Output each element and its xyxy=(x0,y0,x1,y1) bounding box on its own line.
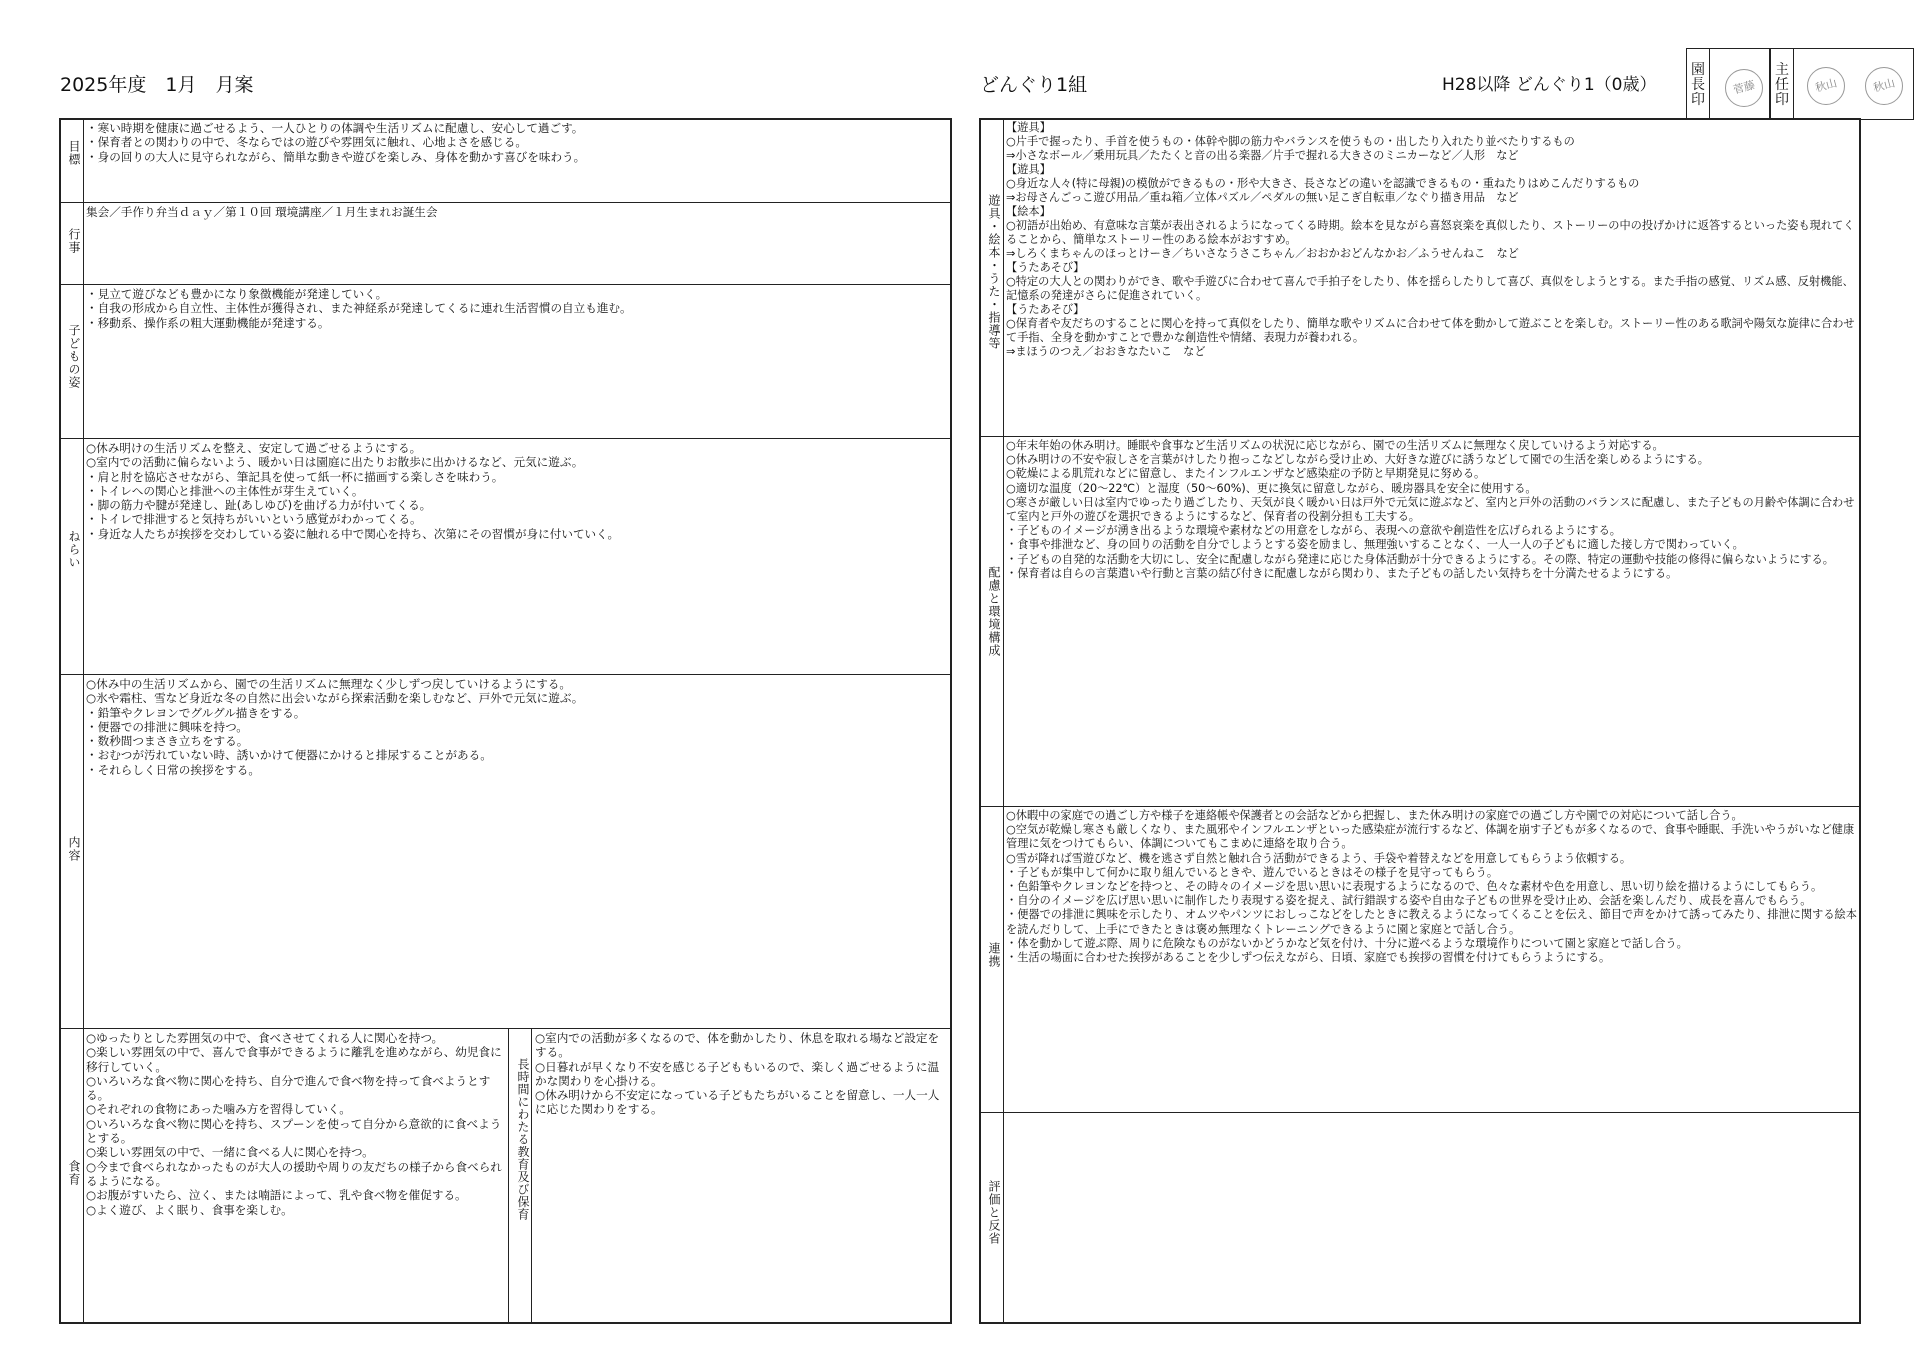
toys-line: ○身近な人々(特に母親)の模倣ができるもの・形や大きさ、長さなどの違いを認識できるもの・重ねたりはめこんだりするもの xyxy=(1006,177,1640,190)
cooperation-content xyxy=(1006,809,1857,965)
cooperation-line: ○雪が降れば雪遊びなど、機を逃さず自然と触れ合う活動ができるよう、手袋や着替えなどを用意してもらうよう依頼する。 xyxy=(1006,851,1632,865)
aims-line: ○室内での活動に偏らないよう、暖かい日は園庭に出たりお散歩に出かけるなど、元気に遊ぶ。 xyxy=(86,455,584,470)
toys-line: ⇒小さなボール／乗用玩具／たたくと音の出る楽器／片手で握れる大きさのミニカーなど／人形 など xyxy=(1006,149,1519,162)
toys-line: 【絵本】 xyxy=(1006,205,1051,218)
food-line: ○お腹がすいたら、泣く、または喃語によって、乳や食べ物を催促する。 xyxy=(86,1188,467,1203)
child-line: ・見立て遊びなども豊かになり象徴機能が発達していく。 xyxy=(86,287,388,301)
food-line: ○よく遊び、よく眠り、食事を楽しむ。 xyxy=(86,1202,293,1217)
cooperation-line: ・体を動かして遊ぶ際、周りに危険なものがないかどうかなど気を付け、十分に遊べるような環境作りについて園と家庭とで話し合う。 xyxy=(1006,936,1688,950)
toys-line: ○初語が出始め、有意味な言葉が表出されるようになってくる時期。絵本を見ながら喜怒哀楽を真似したり、ストーリーの中の投げかけに返答するといった姿も現れてくることから、簡単なストーリー性のある絵本がおすすめ。 xyxy=(1006,219,1855,246)
contents-line: ・鉛筆やクレヨンでグルグル描きをする。 xyxy=(86,705,306,720)
food-line: ○楽しい雰囲気の中で、一緒に食べる人に関心を持つ。 xyxy=(86,1145,374,1160)
chief-seal-stamp-1 xyxy=(1807,67,1845,105)
chief-seal-name-2: 秋山 xyxy=(1871,76,1897,95)
toys-line: ○片手で握ったり、手首を使うもの・体幹や脚の筋力やバランスを使うもの・出したり入れたり並べたりするもの xyxy=(1006,135,1575,148)
contents-line: ・数秒間つまさき立ちをする。 xyxy=(86,734,249,749)
contents-line: ○氷や霜柱、雪など身近な冬の自然に出会いながら探索活動を楽しむなど、戸外で元気に遊ぶ。 xyxy=(86,691,584,706)
contents-line: ○休み中の生活リズムから、園での生活リズムに無理なく少しずつ戻していけるようにする。 xyxy=(86,677,571,691)
contents-line: ・便器での排泄に興味を持つ。 xyxy=(86,719,248,734)
food-line: ○いろいろな食べ物に関心を持ち、スプーンを使って自分から意欲的に食べようとする。 xyxy=(86,1116,502,1146)
aims-label: ねらい xyxy=(67,530,81,569)
principal-seal-label: 園長印 xyxy=(1691,62,1705,108)
toys-content xyxy=(1006,121,1857,359)
goals-line: ・保育者との関わりの中で、冬ならではの遊びや雰囲気に触れ、心地よさを感じる。 xyxy=(86,135,527,150)
principal-seal-box xyxy=(1686,48,1770,120)
long-care-line: ○休み明けから不安定になっている子どもたちがいることを留意し、一人一人に応じた関わりをする。 xyxy=(535,1088,940,1117)
page-title: 2025年度 1月 月案 xyxy=(60,74,254,96)
food-line: ○いろいろな食べ物に関心を持ち、自分で進んで食べ物を持って食べようとする。 xyxy=(86,1073,491,1103)
cooperation-line: ・生活の場面に合わせた挨拶があることを少しずつ伝えながら、日頃、家庭でも挨拶の習慣を付けてもらうようにする。 xyxy=(1006,951,1611,965)
environment-line: ・保育者は自らの言葉遣いや行動と言葉の結び付きに配慮しながら関わり、また子どもの話したい気持ちを十分満たせるようにする。 xyxy=(1006,566,1678,580)
goals-label: 目標 xyxy=(67,140,81,166)
cooperation-line: ○休暇中の家庭での過ごし方や様子を連絡帳や保護者との会話などから把握し、また休み明けの家庭での過ごし方や園での対応について話し合う。 xyxy=(1006,809,1743,822)
environment-line: ○乾燥による肌荒れなどに留意し、またインフルエンザなど感染症の予防と早期発見に努める。 xyxy=(1006,467,1486,481)
environment-line: ・子どものイメージが湧き出るような環境や素材などの用意をしながら、表現への意欲や創造性を広げられるようにする。 xyxy=(1006,524,1621,538)
aims-line: ・トイレで排泄すると気持ちがいいという感覚がわかってくる。 xyxy=(86,512,422,527)
child-line: ・移動系、操作系の粗大運動機能が発達する。 xyxy=(86,315,330,330)
environment-content xyxy=(1006,439,1857,581)
template-name: H28以降 どんぐり1（0歳） xyxy=(1442,75,1657,95)
toys-line: 【遊具】 xyxy=(1006,163,1051,176)
environment-line: ○休み明けの不安や寂しさを言葉がけしたり抱っこなどしながら受け止め、大好きな遊びに誘うなどして園での生活を楽しめるようにする。 xyxy=(1006,453,1709,467)
toys-line: 【遊具】 xyxy=(1006,121,1051,134)
child-label: 子どもの姿 xyxy=(67,324,81,389)
environment-label: 配慮と環境構成 xyxy=(987,566,1001,657)
cooperation-line: ○空気が乾燥し寒さも厳しくなり、また風邪やインフルエンザといった感染症が流行するなど、体調を崩す子どもが多くなるので、食事や睡眠、手洗いやうがいなど健康管理に気をつけてもらい、体調についてもこまめに連絡を取り合う。 xyxy=(1006,823,1855,851)
contents-content xyxy=(86,677,948,777)
aims-line: ・トイレへの関心と排泄への主体性が芽生えていく。 xyxy=(86,483,364,498)
left-panel xyxy=(59,118,952,1324)
cooperation-line: ・色鉛筆やクレヨンなどを持つと、その時々のイメージを思い思いに表現するようになるので、色々な素材や色を用意し、思い切り絵を描けるようにしてもらう。 xyxy=(1006,880,1823,894)
toys-line: ⇒お母さんごっこ遊び用品／重ね箱／立体パズル／ペダルの無い足こぎ自転車／なぐり描き用品 など xyxy=(1006,191,1519,204)
contents-line: ・それらしく日常の挨拶をする。 xyxy=(86,762,260,777)
food-line: ○楽しい雰囲気の中で、喜んで食事ができるように離乳を進めながら、幼児食に移行していく。 xyxy=(86,1045,502,1074)
principal-seal-name: 菅藤 xyxy=(1731,78,1757,97)
cooperation-label: 連携 xyxy=(987,942,1001,968)
goals-line: ・寒い時期を健康に過ごせるよう、一人ひとりの体調や生活リズムに配慮し、安心して過ごす。 xyxy=(86,121,584,135)
long-care-label: 長時間にわたる教育及び保育 xyxy=(516,1058,530,1221)
toys-line: 【うたあそび】 xyxy=(1006,261,1085,274)
toys-line: 【うたあそび】 xyxy=(1006,303,1085,316)
evaluation-content[interactable] xyxy=(1006,1115,1857,1315)
aims-content xyxy=(86,441,948,541)
chief-seal-box xyxy=(1770,48,1914,120)
goals-line: ・身の回りの大人に見守られながら、簡単な動きや遊びを楽しみ、身体を動かす喜びを味わう。 xyxy=(86,149,586,164)
long-care-line: ○日暮れが早くなり不安を感じる子どももいるので、楽しく過ごせるように温かな関わりを心掛ける。 xyxy=(535,1059,940,1088)
evaluation-label: 評価と反省 xyxy=(987,1180,1001,1245)
cooperation-line: ・自分のイメージを広げ思い思いに制作したり表現する姿を捉え、試行錯誤する姿や自由な子どもの世界を受け止め、会話を楽しんだり、成長を喜んでもらう。 xyxy=(1006,894,1812,908)
principal-seal-stamp xyxy=(1725,69,1763,107)
aims-line: ・脚の筋力や腱が発達し、趾(あしゆび)を曲げる力が付いてくる。 xyxy=(86,498,432,513)
environment-line: ・子どもの自発的な活動を大切にし、安全に配慮しながら発達に応じた身体活動が十分できるようにする。その際、特定の運動や技能の修得に偏らないようにする。 xyxy=(1006,552,1834,566)
cooperation-line: ・子どもが集中して何かに取り組んでいるときや、遊んでいるときはその様子を見守ってもらう。 xyxy=(1006,865,1499,879)
toys-line: ⇒まほうのつえ／おおきなたいこ など xyxy=(1006,345,1206,358)
contents-line: ・おむつが汚れていない時、誘いかけて便器にかけると排尿することがある。 xyxy=(86,748,492,763)
cooperation-line: ・便器での排泄に興味を示したり、オムツやパンツにおしっこなどをしたときに教えるようになってくることを伝え、節目で声をかけて誘ってみたり、排泄に関する絵本を読んだりして、上手にできたときは褒め無理なくトレーニングできるように園と家庭とで話し合う。 xyxy=(1006,908,1857,936)
long-care-line: ○室内での活動が多くなるので、体を動かしたり、休息を取れる場など設定をする。 xyxy=(535,1031,940,1060)
right-panel xyxy=(979,118,1861,1324)
food-line: ○それぞれの食物にあった噛み方を習得していく。 xyxy=(86,1102,351,1117)
toys-line: ⇒しろくまちゃんのほっとけーき／ちいさなうさこちゃん／おおかおどんなかお／ふうせんねこ など xyxy=(1006,247,1519,260)
child-line: ・自我の形成から自立性、主体性が獲得され、また神経系が発達してくるに連れ生活習慣の自立も進む。 xyxy=(86,301,632,316)
child-content xyxy=(86,287,948,330)
aims-line: ・身近な人たちが挨拶を交わしている姿に触れる中で関心を持ち、次第にその習慣が身に付いていく。 xyxy=(86,526,620,541)
aims-line: ○休み明けの生活リズムを整え、安定して過ごせるようにする。 xyxy=(86,441,422,455)
food-line: ○今まで食べられなかったものが大人の援助や周りの友だちの様子から食べられるようになる。 xyxy=(86,1159,502,1188)
events-line: 集会／手作り弁当ｄａｙ／第１０回 環境講座／１月生まれお誕生会 xyxy=(86,205,438,219)
goals-content xyxy=(86,121,948,164)
food-label: 食育 xyxy=(67,1160,81,1186)
chief-seal-label: 主任印 xyxy=(1775,62,1789,108)
toys-line: ○特定の大人との関わりができ、歌や手遊びに合わせて喜んで手拍子をしたり、体を揺らしたりして喜び、真似をしようとする。また手指の感覚、リズム感、反射機能、記憶系の発達がさらに促進されていく。 xyxy=(1006,275,1854,302)
events-content xyxy=(86,205,948,219)
long-care-content xyxy=(535,1031,948,1117)
aims-line: ・肩と肘を協応させながら、筆記具を使って紙一杯に描画する楽しさを味わう。 xyxy=(86,469,504,484)
contents-label: 内容 xyxy=(67,836,81,862)
environment-line: ・食事や排泄など、身の回りの活動を自分でしようとする姿を励まし、無理強いすることなく、一人一人の子どもに適した接し方で関わっていく。 xyxy=(1006,538,1744,552)
food-line: ○ゆったりとした雰囲気の中で、食べさせてくれる人に関心を持つ。 xyxy=(86,1031,444,1045)
environment-line: ○適切な温度（20～22℃）と湿度（50～60%)、更に換気に留意しながら、暖房器具を安全に使用する。 xyxy=(1006,481,1537,495)
environment-line: ○年末年始の休み明け。睡眠や食事など生活リズムの状況に応じながら、園での生活リズムに無理なく戻していけるよう対応する。 xyxy=(1006,439,1664,452)
environment-line: ○寒さが厳しい日は室内でゆったり過ごしたり、天気が良く暖かい日は戸外で元気に遊ぶなど、室内と戸外の活動のバランスに配慮し、また子どもの月齢や体調に合わせて室内と戸外の遊びを選択できるようにするなど、保育者の役割分担も工夫する。 xyxy=(1006,495,1855,524)
toys-line: ○保育者や友だちのすることに関心を持って真似をしたり、簡単な歌やリズムに合わせて体を動かして遊ぶことを楽しむ。ストーリー性のある歌詞や陽気な旋律に合わせて手指、全身を動かすことで豊かな創造性や情緒、表現力が養われる。 xyxy=(1006,317,1855,344)
chief-seal-stamp-2 xyxy=(1865,67,1903,105)
events-label: 行事 xyxy=(67,228,81,254)
food-content xyxy=(86,1031,504,1217)
toys-label: 遊具・絵本・うた・指導等 xyxy=(987,194,1001,350)
chief-seal-name-1: 秋山 xyxy=(1813,76,1839,95)
class-name: どんぐり1組 xyxy=(980,74,1088,96)
